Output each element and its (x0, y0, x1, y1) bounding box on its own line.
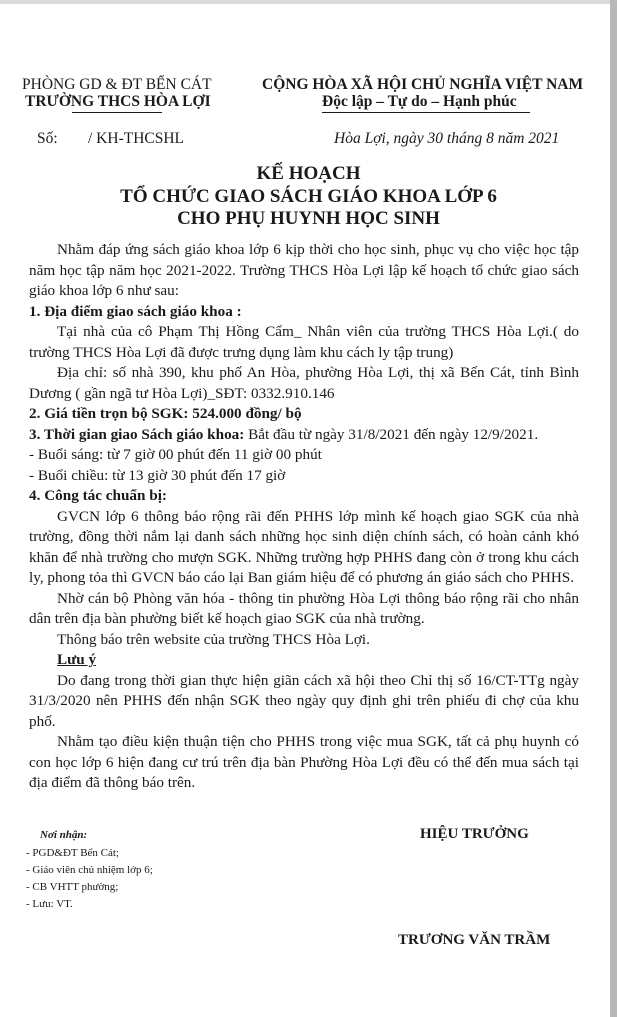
section-4-heading: 4. Công tác chuẩn bị: (29, 487, 167, 504)
section-1-heading: 1. Địa điểm giao sách giáo khoa : (29, 302, 242, 320)
document-date: Hòa Lợi, ngày 30 tháng 8 năm 2021 (334, 130, 560, 147)
document-title-line2: TỔ CHỨC GIAO SÁCH GIÁO KHOA LỚP 6 (120, 186, 497, 207)
document-number: / KH-THCSHL (88, 130, 185, 147)
section-3-range: Bắt đầu từ ngày 31/8/2021 đến ngày 12/9/2021. (248, 425, 539, 443)
section-3-heading: 3. Thời gian giao Sách giáo khoa: (29, 425, 249, 443)
morning-session: - Buổi sáng: từ 7 giờ 00 phút đến 11 giờ 00 phút (29, 446, 322, 463)
section-4-paragraph-3: Thông báo trên website của trường THCS Hòa Lợi. (57, 630, 370, 648)
document-body (29, 240, 579, 794)
section-3-time (29, 425, 579, 446)
section-4-paragraph-2: Nhờ cán bộ Phòng văn hóa - thông tin phường Hòa Lợi thông báo rộng rãi cho nhân dân trên địa bàn phường biết kế hoạch giao SGK của nhà trường. (29, 589, 579, 627)
nation-motto: Độc lập – Tự do – Hạnh phúc (322, 93, 517, 110)
scan-right-edge (610, 0, 617, 1017)
recipient-item: - CB VHTT phường; (26, 881, 119, 893)
section-1-place: Tại nhà của cô Phạm Thị Hồng Cẩm_ Nhân viên của trường THCS Hòa Lợi.( do trường THCS Hòa Lợi đã được trưng dụng làm khu cách ly tập trung) (29, 323, 579, 361)
section-2-heading: 2. Giá tiền trọn bộ SGK: (29, 405, 193, 422)
afternoon-session: - Buổi chiều: từ 13 giờ 30 phút đến 17 giờ (29, 466, 286, 484)
section-4-paragraph-1: GVCN lớp 6 thông báo rộng rãi đến PHHS lớp mình kế hoạch giao SGK của nhà trường, đồng thời nắm lại danh sách những học sinh diện chính sách, có hoàn cảnh khó khăn để nhà trường cho mượn SGK. Những trường hợp PHHS đang còn ở trong khu cách ly, phong tỏa thì GVCN báo cáo lại Ban giám hiệu để có phương án giáo sách cho PHHS. (29, 507, 579, 586)
recipients-label: Nơi nhận: (40, 829, 88, 841)
recipient-item: - Lưu: VT. (26, 898, 73, 910)
signer-title: HIỆU TRƯỞNG (420, 826, 529, 842)
issuer-school: TRƯỜNG THCS HÒA LỢI (25, 93, 211, 110)
recipient-item: - PGD&ĐT Bến Cát; (26, 847, 119, 859)
section-1-address: Địa chỉ: số nhà 390, khu phố An Hòa, phường Hòa Lợi, thị xã Bến Cát, tỉnh Bình Dương ( gần ngã tư Hòa Lợi)_SĐT: 0332.910.146 (29, 364, 579, 402)
recipient-item: - Giáo viên chủ nhiệm lớp 6; (26, 864, 153, 876)
note-heading: Lưu ý (57, 651, 97, 668)
signer-name: TRƯƠNG VĂN TRẦM (398, 932, 551, 948)
document-number-label: Số: (37, 130, 58, 147)
note-paragraph-2: Nhằm tạo điều kiện thuận tiện cho PHHS trong việc mua SGK, tất cả phụ huynh có con học lớp 6 hiện đang cư trú trên địa bàn Phường Hòa Lợi đều có thể đến mua sách tại địa điểm đã thông báo trên. (29, 733, 579, 791)
nation-title: CỘNG HÒA XÃ HỘI CHỦ NGHĨA VIỆT NAM (262, 76, 584, 93)
document-title-line3: CHO PHỤ HUYNH HỌC SINH (177, 208, 440, 229)
note-paragraph-1: Do đang trong thời gian thực hiện giãn cách xã hội theo Chỉ thị số 16/CT-TTg ngày 31/3/2020 nên PHHS đến nhận SGK theo ngày quy định ghi trên phiếu đi chợ của khu phố. (29, 671, 579, 730)
price-value: 524.000 đồng/ bộ (192, 405, 302, 422)
intro-paragraph: Nhằm đáp ứng sách giáo khoa lớp 6 kịp thời cho học sinh, phục vụ cho việc học tập năm học tập năm học 2021-2022. Trường THCS Hòa Lợi lập kế hoạch tổ chức giao sách giáo khoa lớp 6 như sau: (29, 241, 579, 299)
motto-underline (322, 112, 530, 113)
document-title: KẾ HOẠCH (256, 163, 361, 184)
school-underline (72, 112, 162, 113)
issuer-department: PHÒNG GD & ĐT BẾN CÁT (22, 76, 212, 93)
section-2-price (29, 404, 579, 425)
scan-top-border (0, 0, 617, 4)
